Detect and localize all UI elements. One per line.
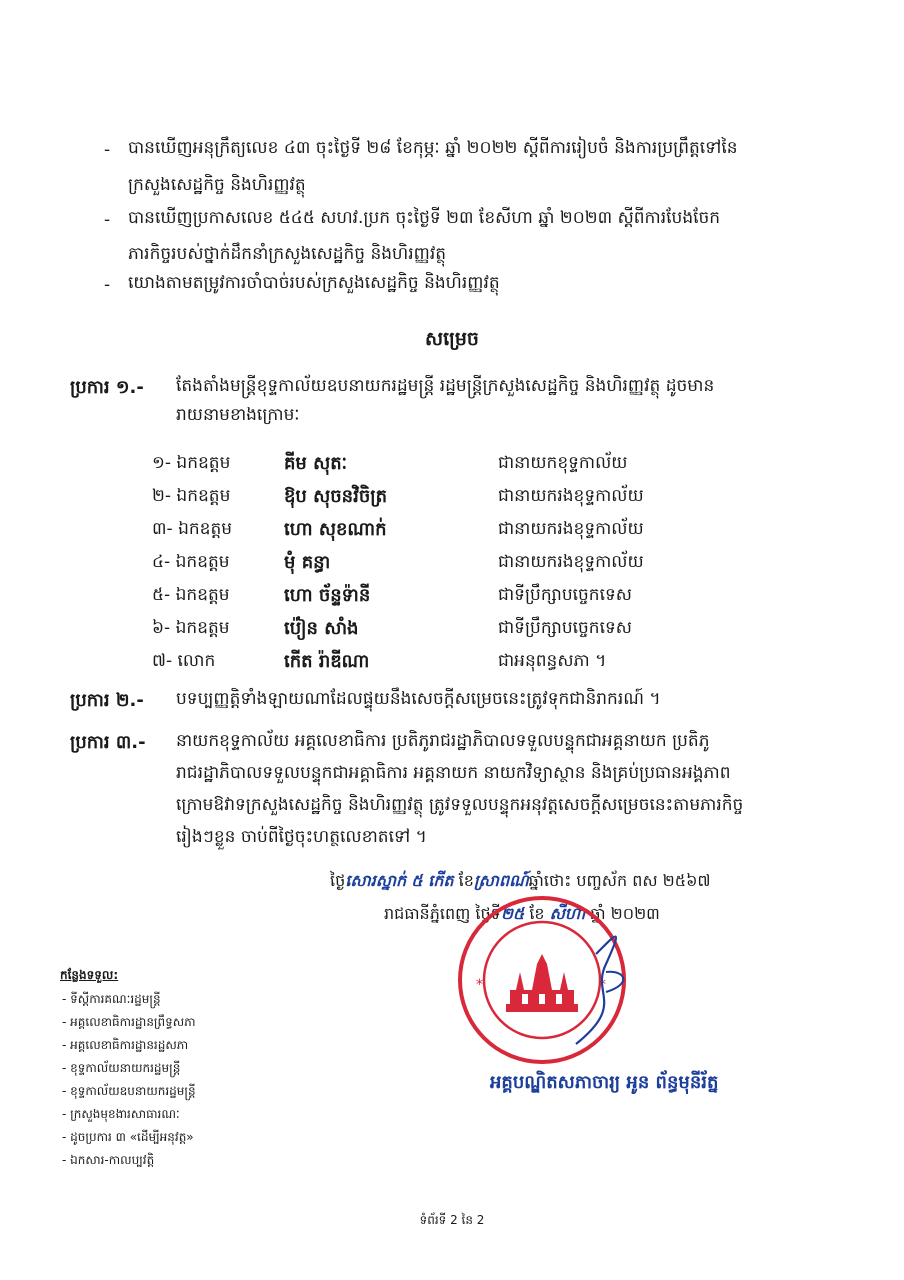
preamble-line: ភារកិច្ចរបស់ថ្នាក់ដឹកនាំក្រសួងសេដ្ឋកិច្ច និងហិរញ្ញវត្ថុ (128, 244, 447, 264)
article-3-line: នាយកខុទ្ទកាល័យ អគ្គលេខាធិការ ប្រតិភូរាជរដ្ឋាភិបាលទទួលបន្ទុកជាអគ្គនាយក ប្រតិភូ (176, 731, 710, 751)
article-3-line: រៀងៗខ្លួន ចាប់ពីថ្ងៃចុះហត្ថលេខាតទៅ ។ (176, 827, 427, 847)
member-role: ជានាយករងខុទ្ទកាល័យ (498, 519, 644, 539)
member-title: ២- ឯកឧត្តម (152, 486, 231, 506)
preamble-line: បានឃើញប្រកាសលេខ ៥៤៥ សហវ.ប្រក ចុះថ្ងៃទី ២៣ ខែសីហា ឆ្នាំ ២០២៣ ស្តីពីការបែងចែក (128, 208, 721, 228)
month-prefix: ខែ (458, 871, 474, 890)
cc-item: - ដូចប្រការ ៣ «ដើម្បីអនុវត្ត» (62, 1130, 194, 1144)
member-role: ជានាយកខុទ្ទកាល័យ (498, 453, 628, 473)
decision-heading: សម្រេច (425, 328, 479, 350)
article-1-line: រាយនាមខាងក្រោមៈ (176, 405, 300, 425)
preamble-line: យោងតាមតម្រូវការចាំបាច់របស់ក្រសួងសេដ្ឋកិច្ច និងហិរញ្ញវត្ថុ (128, 273, 500, 293)
article-1-label: ប្រការ ១.- (70, 377, 144, 398)
article-3-line: ក្រោមឱវាទក្រសួងសេដ្ឋកិច្ច និងហិរញ្ញវត្ថុ ត្រូវទទួលបន្ទុកអនុវត្តសេចក្តីសម្រេចនេះតាមភារកិច្ច (176, 795, 744, 815)
member-title: ១- ឯកឧត្តម (152, 453, 231, 473)
preamble-line: បានឃើញអនុក្រឹត្យលេខ ៤៣ ចុះថ្ងៃទី ២៨ ខែកុម្ភៈ ឆ្នាំ ២០២២ ស្តីពីការរៀបចំ និងការប្រព្រឹត្តទៅនៃ (128, 138, 738, 158)
handwritten-day: ២៥ (500, 904, 525, 923)
signatory-name: អគ្គបណ្ឌិតសភាចារ្យ អូន ព័ន្ធមុនីរ័ត្ន (490, 1072, 719, 1093)
member-name: ប៉ៀន សាំង (284, 618, 359, 639)
cc-item: - ទីស្តីការគណៈរដ្ឋមន្ត្រី (62, 992, 161, 1006)
member-role: ជាអនុពន្ធសភា ។ (498, 651, 607, 671)
member-name: គីម សុតៈ (284, 453, 348, 474)
cc-item: - ក្រសួងមុខងារសាធារណៈ (62, 1107, 180, 1121)
handwritten-month: សីហា (549, 904, 586, 923)
member-title: ៥- ឯកឧត្តម (152, 585, 230, 605)
handwritten-day: សោរស្នាក់ (345, 871, 407, 890)
cc-item: - អគ្គលេខាធិការដ្ឋានរដ្ឋសភា (62, 1038, 189, 1052)
article-3-label: ប្រការ ៣.- (70, 732, 146, 753)
lunar-date-line (330, 870, 711, 892)
member-name: ហោ ច័ន្ទទ៉ានី (284, 585, 371, 606)
member-role: ជាទីប្រឹក្សាបច្ចេកទេស (498, 618, 632, 638)
cc-item: - ខុទ្ទកាល័យនាយករដ្ឋមន្ត្រី (62, 1061, 181, 1075)
cc-item: - អគ្គលេខាធិការដ្ឋានព្រឹទ្ធសភា (62, 1015, 196, 1029)
member-name: ឱុប សុចនវិចិត្រ (284, 486, 388, 507)
handwritten-lunar: ៥ កើត (411, 871, 454, 890)
member-name: កើត រ៉ាឌីណា (284, 651, 370, 672)
member-name: ហោ សុខណាក់ (284, 519, 387, 540)
cc-item: - ឯកសារ-កាលប្បវត្តិ (62, 1153, 155, 1167)
svg-text:*: * (476, 977, 483, 993)
article-2-label: ប្រការ ២.- (70, 690, 144, 711)
page-number: ទំព័រទី 2 នៃ 2 (419, 1213, 485, 1227)
cc-title: កន្លែងទទួល: (60, 968, 119, 982)
member-role: ជានាយករងខុទ្ទកាល័យ (498, 486, 644, 506)
svg-text:*: * (599, 977, 606, 993)
handwritten-month: ស្រាពណ៍ (473, 871, 529, 890)
official-seal-stamp (456, 894, 628, 1066)
bullet-dash: - (104, 140, 111, 160)
bullet-dash: - (104, 275, 111, 295)
date-prefix: ថ្ងៃ (330, 871, 346, 890)
article-1-line: តែងតាំងមន្ត្រីខុទ្ទកាល័យឧបនាយករដ្ឋមន្ត្រី រដ្ឋមន្ត្រីក្រសួងសេដ្ឋកិច្ច និងហិរញ្ញវត្ថុ ដូចមាន (176, 376, 715, 396)
member-title: ៦- ឯកឧត្តម (152, 618, 230, 638)
member-name: មុំ គន្ធា (284, 552, 331, 573)
article-3-line: រាជរដ្ឋាភិបាលទទួលបន្ទុកជាអគ្គាធិការ អគ្គនាយក នាយកវិទ្យាស្ថាន និងគ្រប់ប្រធានអង្គភាព (176, 763, 731, 783)
member-role: ជានាយករងខុទ្ទកាល័យ (498, 552, 644, 572)
year-text: ឆ្នាំថោះ បញ្ចស័ក ពស ២៥៦៧ (528, 871, 711, 890)
member-title: ៧- លោក (152, 651, 216, 671)
member-title: ៤- ឯកឧត្តម (152, 552, 230, 572)
month-prefix: ខែ (529, 904, 545, 923)
article-2-line: បទប្បញ្ញត្តិទាំងឡាយណាដែលផ្ទុយនឹងសេចក្តីសម្រេចនេះត្រូវទុកជានិរាករណ៍ ។ (176, 689, 661, 709)
city-day-prefix: រាជធានីភ្នំពេញ ថ្ងៃទី (384, 904, 501, 923)
member-title: ៣- ឯកឧត្តម (152, 519, 233, 539)
year-text: ឆ្នាំ ២០២៣ (590, 904, 660, 923)
angkor-wat-icon (506, 954, 578, 1012)
member-role: ជាទីប្រឹក្សាបច្ចេកទេស (498, 585, 632, 605)
cc-item: - ខុទ្ទកាល័យឧបនាយករដ្ឋមន្ត្រី (62, 1084, 196, 1098)
preamble-line: ក្រសួងសេដ្ឋកិច្ច និងហិរញ្ញវត្ថុ (128, 175, 306, 195)
bullet-dash: - (104, 210, 111, 230)
